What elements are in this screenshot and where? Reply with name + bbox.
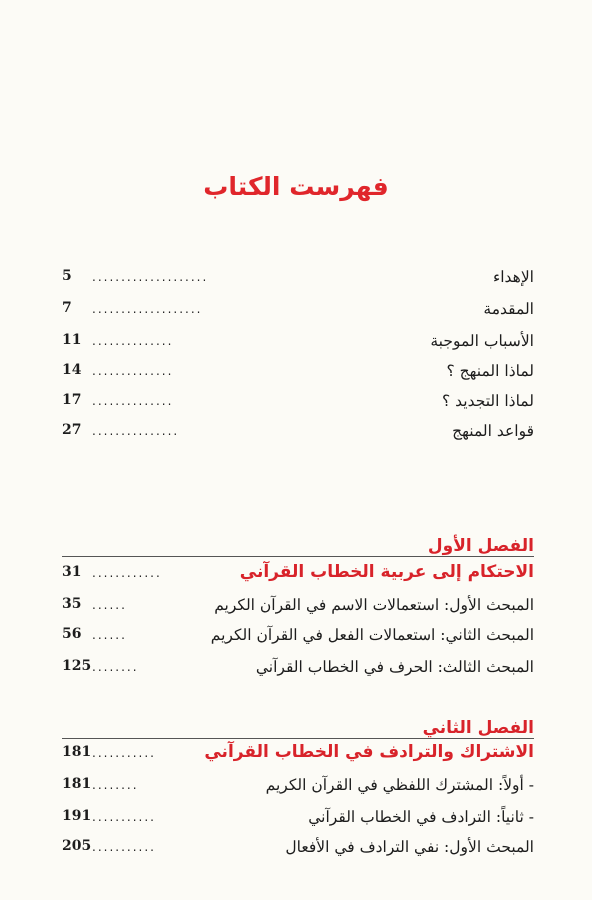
- chapter-title: الفصل الثاني: [422, 718, 534, 738]
- toc-entry: [62, 808, 534, 832]
- entry-label: المبحث الثالث: الحرف في الخطاب القرآني: [255, 658, 534, 676]
- leader-dots: ........: [92, 660, 139, 674]
- toc-entry: [62, 392, 534, 416]
- entry-label: الأسباب الموجبة: [430, 332, 534, 350]
- toc-entry: [62, 332, 534, 356]
- leader-dots: ..............: [92, 334, 174, 348]
- leader-dots: ......: [92, 598, 127, 612]
- toc-section-heading: [62, 564, 534, 588]
- leader-dots: ......: [92, 628, 127, 642]
- page-number: 5: [62, 268, 72, 284]
- toc-entry: [62, 362, 534, 386]
- page-number: 11: [62, 332, 82, 348]
- page-number: 56: [62, 626, 82, 642]
- page-title: فهرست الكتاب: [203, 172, 389, 201]
- divider: [62, 738, 534, 739]
- entry-label: قواعد المنهج: [452, 422, 534, 440]
- toc-section-heading: [62, 744, 534, 768]
- toc-entry: [62, 422, 534, 446]
- leader-dots: ...................: [92, 302, 203, 316]
- page-number: 205: [62, 838, 92, 854]
- page-number: 125: [62, 658, 92, 674]
- page-number: 35: [62, 596, 82, 612]
- page-number: 17: [62, 392, 82, 408]
- toc-entry: [62, 626, 534, 650]
- entry-label: المبحث الثاني: استعمالات الفعل في القرآن الكريم: [210, 626, 534, 644]
- page-number: 181: [62, 776, 92, 792]
- section-label: الاشتراك والترادف في الخطاب القرآني: [204, 742, 534, 762]
- entry-label: لماذا التجديد ؟: [442, 392, 534, 410]
- entry-label: لماذا المنهج ؟: [446, 362, 534, 380]
- page-number: 14: [62, 362, 82, 378]
- leader-dots: ........: [92, 778, 139, 792]
- page-number: 27: [62, 422, 82, 438]
- entry-label: الإهداء: [492, 268, 534, 286]
- entry-label: المبحث الأول: نفي الترادف في الأفعال: [285, 838, 534, 856]
- toc-entry: [62, 596, 534, 620]
- page-number: 191: [62, 808, 92, 824]
- leader-dots: ...........: [92, 746, 156, 760]
- toc-entry: [62, 776, 534, 800]
- entry-label: - ثانياً: الترادف في الخطاب القرآني: [308, 808, 534, 826]
- leader-dots: ...........: [92, 840, 156, 854]
- page-number: 31: [62, 564, 82, 580]
- toc-entry: [62, 300, 534, 324]
- toc-entry: [62, 838, 534, 862]
- divider: [62, 556, 534, 557]
- entry-label: - أولاً: المشترك اللفظي في القرآن الكريم: [265, 776, 534, 794]
- entry-label: المبحث الأول: استعمالات الاسم في القرآن الكريم: [214, 596, 534, 614]
- leader-dots: ...............: [92, 424, 180, 438]
- toc-entry: [62, 268, 534, 292]
- entry-label: المقدمة: [483, 300, 534, 318]
- page-number: 181: [62, 744, 92, 760]
- leader-dots: ............: [92, 566, 162, 580]
- section-label: الاحتكام إلى عربية الخطاب القرآني: [239, 562, 534, 582]
- chapter-title: الفصل الأول: [427, 536, 534, 556]
- leader-dots: ..............: [92, 394, 174, 408]
- leader-dots: ....................: [92, 270, 209, 284]
- page-number: 7: [62, 300, 72, 316]
- leader-dots: ...........: [92, 810, 156, 824]
- toc-entry: [62, 658, 534, 682]
- leader-dots: ..............: [92, 364, 174, 378]
